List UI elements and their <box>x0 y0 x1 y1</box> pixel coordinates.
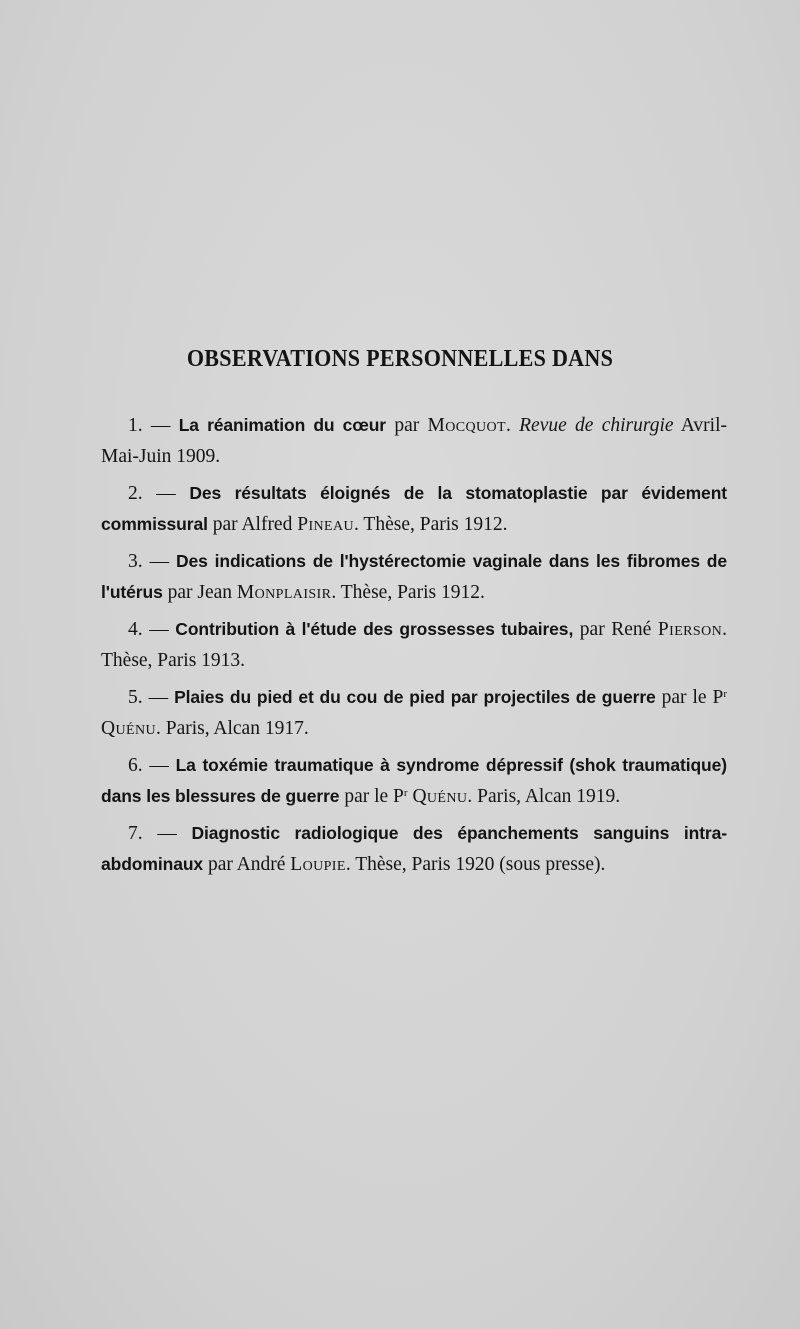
entry-details: . Paris, Alcan 1917. <box>155 718 309 739</box>
reference-entry-6 <box>101 750 727 812</box>
page-title: OBSERVATIONS PERSONNELLES DANS <box>186 346 614 372</box>
entry-author: Quénu <box>101 718 156 739</box>
entry-title-sup: r <box>723 688 728 700</box>
reference-entry-7 <box>101 818 727 880</box>
entry-dash: — <box>149 619 169 640</box>
entry-number: 2. <box>128 483 143 504</box>
entry-number: 5. <box>128 687 143 708</box>
reference-list <box>101 410 727 886</box>
entry-author: Pierson <box>657 619 723 640</box>
entry-dash: — <box>157 823 177 844</box>
entry-author: Pineau <box>297 514 355 535</box>
entry-author: Quénu <box>412 786 468 807</box>
entry-dash: — <box>150 415 171 436</box>
reference-entry-1 <box>101 410 727 472</box>
entry-details: . Thèse, Paris 1920 (sous presse). <box>345 854 606 875</box>
entry-author: Loupie <box>290 854 346 875</box>
reference-entry-2 <box>101 478 727 540</box>
entry-by: par Alfred <box>212 514 293 535</box>
entry-number: 1. <box>128 415 143 436</box>
entry-number: 6. <box>128 755 143 776</box>
entry-details: . Thèse, Paris 1913. <box>101 619 728 671</box>
entry-number: 7. <box>128 823 143 844</box>
entry-by: par <box>394 415 420 436</box>
entry-topic: Diagnostic radiologique des épanchements sanguins intra-abdominaux <box>101 823 727 874</box>
entry-number: 3. <box>128 551 143 572</box>
entry-author: Monplaisir <box>236 582 332 603</box>
entry-details: . Thèse, Paris 1912. <box>354 514 508 535</box>
entry-details: . Paris, Alcan 1919. <box>467 786 621 807</box>
entry-dash: — <box>149 755 169 776</box>
reference-entry-3 <box>101 546 727 608</box>
entry-topic: Contribution à l'étude des grossesses tubaires, <box>175 619 574 639</box>
reference-entry-5 <box>101 682 727 744</box>
entry-details: Avril-Mai-Juin 1909. <box>101 415 727 467</box>
reference-entry-4 <box>101 614 727 676</box>
entry-by: par René <box>579 619 652 640</box>
entry-by: par le P <box>661 687 724 708</box>
entry-separator: . <box>505 415 511 436</box>
entry-topic: La toxémie traumatique à syndrome dépressif (shok traumatique) dans les blessures de guerre <box>101 755 727 806</box>
entry-dash: — <box>149 551 170 572</box>
entry-dash: — <box>148 687 169 708</box>
entry-title-sup: r <box>403 787 408 799</box>
entry-topic: Plaies du pied et du cou de pied par projectiles de guerre <box>174 687 656 707</box>
entry-details: . Thèse, Paris 1912. <box>331 582 485 603</box>
entry-number: 4. <box>128 619 143 640</box>
entry-dash: — <box>156 483 176 504</box>
entry-by: par André <box>207 854 286 875</box>
entry-journal: Revue de chirurgie <box>519 415 674 436</box>
entry-author: Mocquot <box>427 415 506 436</box>
entry-by: par le P <box>344 786 404 807</box>
entry-by: par Jean <box>167 582 233 603</box>
entry-topic: La réanimation du cœur <box>178 415 387 435</box>
entry-topic: Des résultats éloignés de la stomatoplastie par évidement commissural <box>101 483 728 534</box>
entry-topic: Des indications de l'hystérectomie vaginale dans les fibromes de l'utérus <box>101 551 728 602</box>
